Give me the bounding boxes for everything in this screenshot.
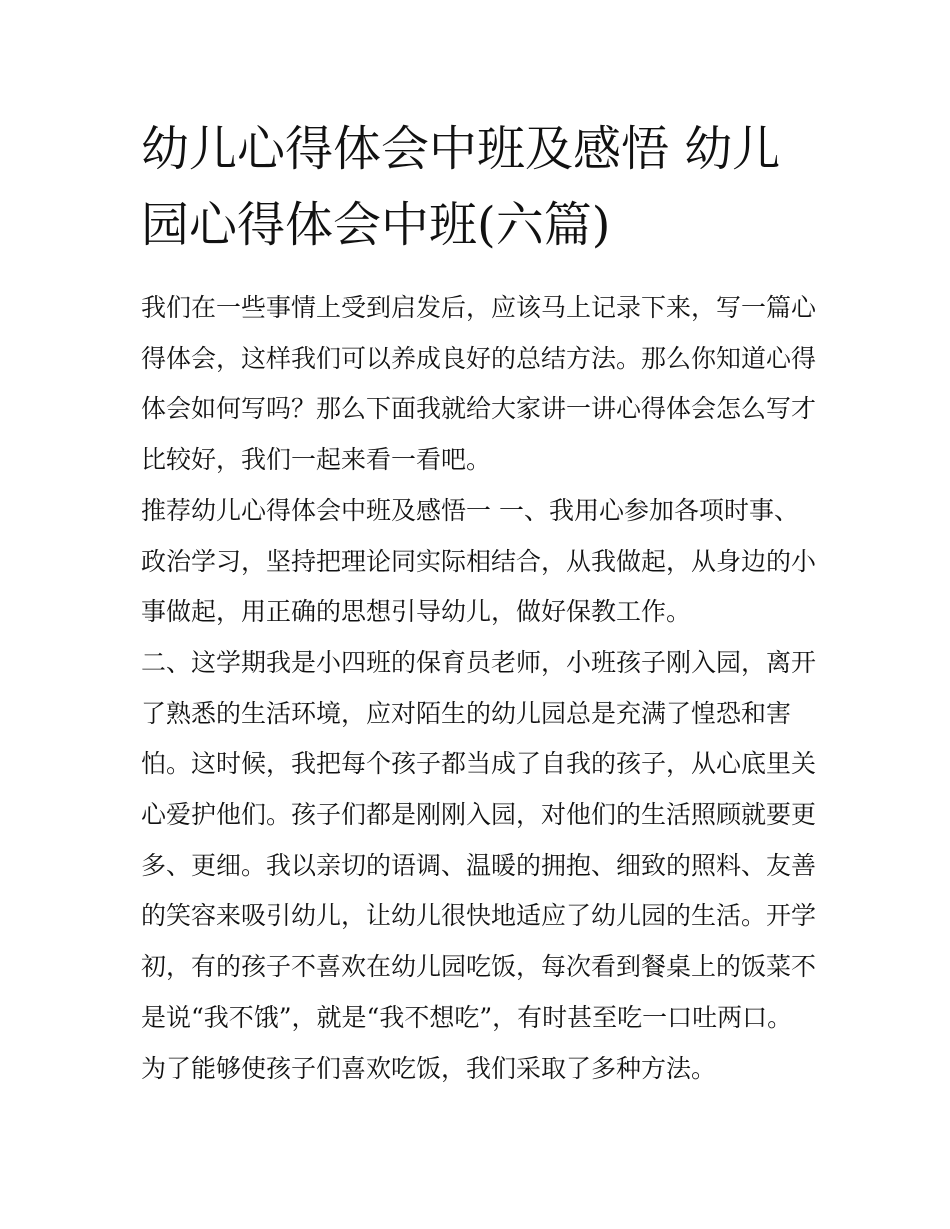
paragraph-recommend-one: 推荐幼儿心得体会中班及感悟一 一、我用心参加各项时事、政治学习，坚持把理论同实际相结合，从我做起，从身边的小事做起，用正确的思想引导幼儿，做好保教工作。 xyxy=(141,495,817,627)
title-line-1: 幼儿心得体会中班及感悟 幼儿 xyxy=(141,121,781,177)
document-title xyxy=(141,111,816,263)
document-body xyxy=(141,283,816,1094)
title-line-2: 园心得体会中班(六篇) xyxy=(141,197,611,253)
paragraph-section-two: 二、这学期我是小四班的保育员老师，小班孩子刚入园，离开了熟悉的生活环境，应对陌生的幼儿园总是充满了惶恐和害怕。这时候，我把每个孩子都当成了自我的孩子，从心底里关心爱护他们。孩子们都是刚刚入园，对他们的生活照顾就要更多、更细。我以亲切的语调、温暖的拥抱、细致的照料、友善的笑容来吸引幼儿，让幼儿很快地适应了幼儿园的生活。开学初，有的孩子不喜欢在幼儿园吃饭，每次看到餐桌上的饭菜不是说“我不饿”，就是“我不想吃”，有时甚至吃一口吐两口。为了能够使孩子们喜欢吃饭，我们采取了多种方法。 xyxy=(141,647,817,1083)
document-content xyxy=(141,111,816,1094)
paragraph-intro: 我们在一些事情上受到启发后，应该马上记录下来，写一篇心得体会，这样我们可以养成良好的总结方法。那么你知道心得体会如何写吗？那么下面我就给大家讲一讲心得体会怎么写才比较好，我们一起来看一看吧。 xyxy=(141,293,817,475)
